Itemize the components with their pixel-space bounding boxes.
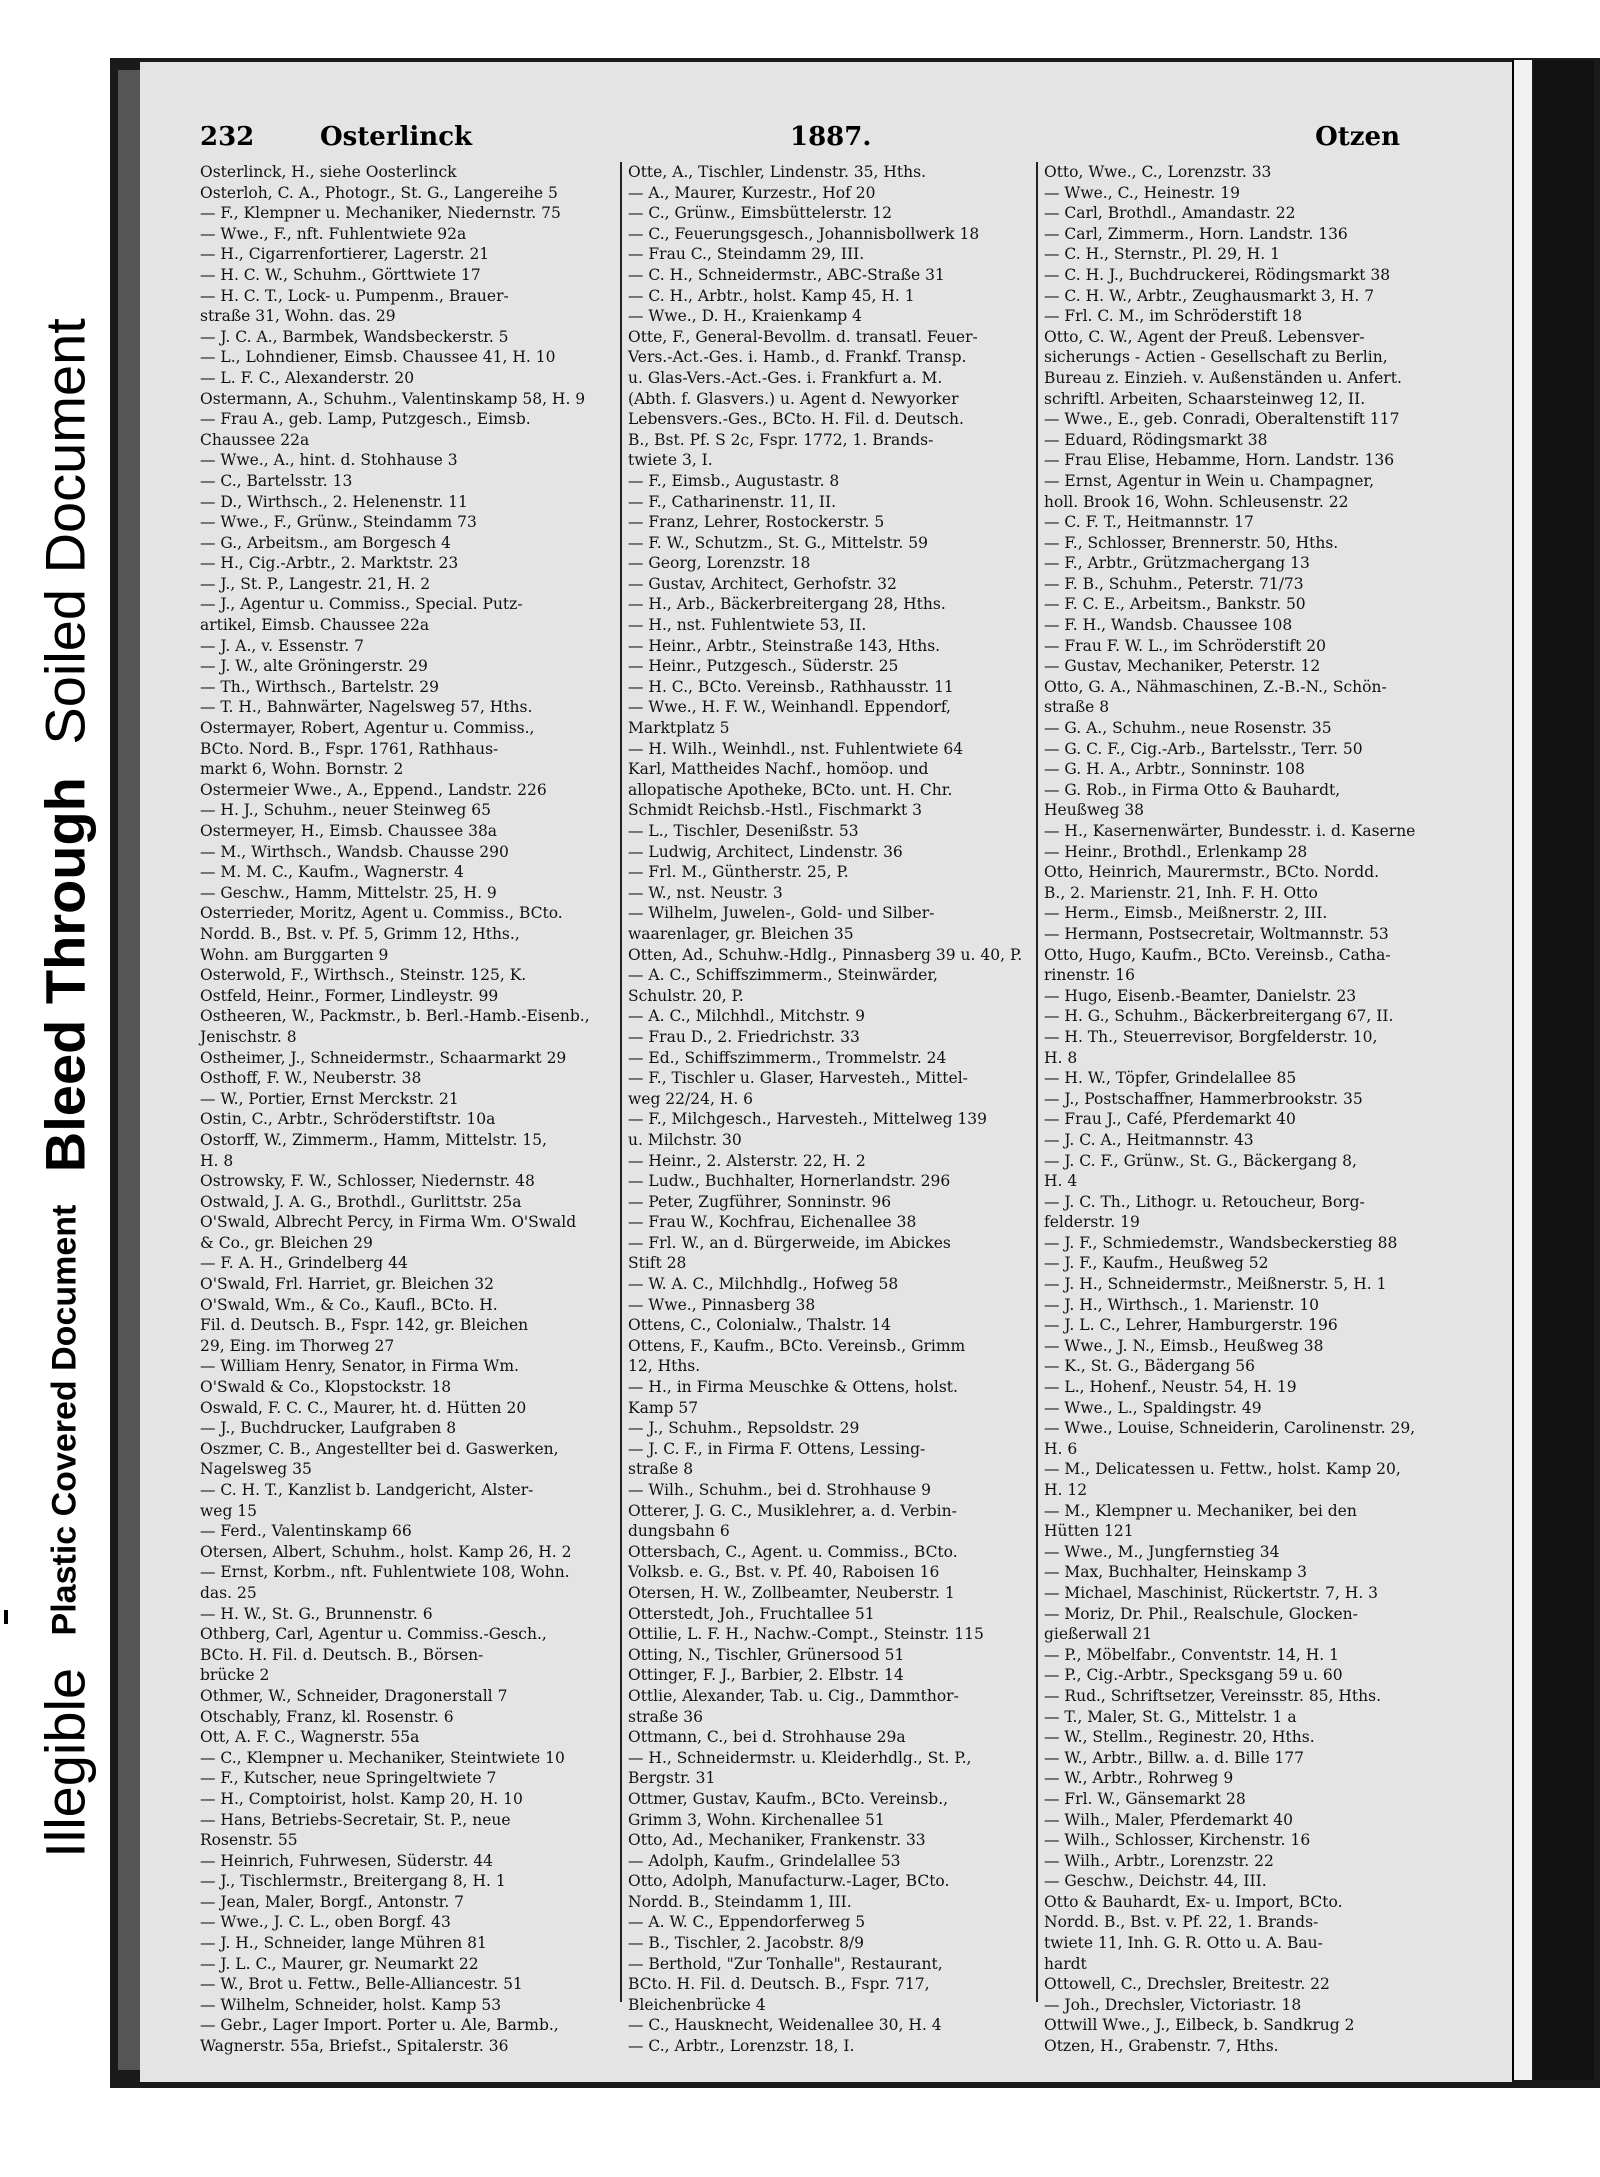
directory-line: — J. H., Wirthsch., 1. Marienstr. 10 — [1044, 1295, 1320, 1314]
directory-line: — Jean, Maler, Borgf., Antonstr. 7 — [200, 1892, 465, 1911]
directory-line: Nordd. B., Bst. v. Pf. 22, 1. Brands- — [1044, 1913, 1319, 1932]
directory-line: — Eduard, Rödingsmarkt 38 — [1044, 430, 1268, 449]
directory-line: Otto, G. A., Nähmaschinen, Z.-B.-N., Schön- — [1044, 677, 1387, 696]
directory-line: — F., Kutscher, neue Springeltwiete 7 — [200, 1769, 497, 1788]
directory-line: Ottowell, C., Drechsler, Breitestr. 22 — [1044, 1975, 1330, 1994]
directory-line: H. 12 — [1044, 1481, 1088, 1499]
directory-line: Otschably, Franz, kl. Rosenstr. 6 — [200, 1707, 454, 1726]
directory-line: — H. J., Schuhm., neuer Steinweg 65 — [200, 801, 491, 820]
directory-line: — A., Maurer, Kurzestr., Hof 20 — [628, 183, 876, 202]
directory-line: Ottilie, L. F. H., Nachw.-Compt., Steinstr. 115 — [628, 1625, 984, 1644]
directory-line: — J. C. Th., Lithogr. u. Retoucheur, Borg- — [1044, 1192, 1365, 1211]
directory-line: Grimm 3, Wohn. Kirchenallee 51 — [628, 1810, 885, 1829]
directory-line: — Carl, Zimmerm., Horn. Landstr. 136 — [1044, 224, 1348, 243]
directory-line: — Wwe., Louise, Schneiderin, Carolinenstr. 29, — [1044, 1419, 1416, 1438]
directory-line: — H. C. W., Schuhm., Görttwiete 17 — [200, 265, 481, 284]
directory-line: Bergstr. 31 — [628, 1769, 716, 1788]
directory-line: — C., Grünw., Eimsbüttelerstr. 12 — [628, 204, 892, 223]
directory-line: — Th., Wirthsch., Bartelstr. 29 — [200, 677, 440, 696]
label-soiled: Soiled Document — [33, 318, 97, 745]
directory-line: — Joh., Drechsler, Victoriastr. 18 — [1044, 1995, 1302, 2014]
directory-line: — T. H., Bahnwärter, Nagelsweg 57, Hths. — [200, 698, 533, 717]
directory-line: — Herm., Eimsb., Meißnerstr. 2, III. — [1044, 904, 1328, 923]
directory-line: — J. L. C., Lehrer, Hamburgerstr. 196 — [1044, 1316, 1338, 1335]
directory-line: Otting, N., Tischler, Grünersood 51 — [628, 1645, 905, 1664]
directory-line: — Ernst, Agentur in Wein u. Champagner, — [1044, 471, 1375, 490]
directory-line: — W., nst. Neustr. 3 — [628, 883, 783, 902]
directory-line: — Heinr., Putzgesch., Süderstr. 25 — [628, 657, 899, 676]
directory-line: — Wwe., F., nft. Fuhlentwiete 92a — [200, 224, 467, 243]
directory-line: — L., Lohndiener, Eimsb. Chaussee 41, H. 10 — [200, 348, 556, 367]
directory-line: — J. C. A., Heitmannstr. 43 — [1044, 1130, 1254, 1149]
column-1 — [200, 162, 608, 2056]
directory-line: — H., Comptoirist, holst. Kamp 20, H. 10 — [200, 1789, 523, 1808]
directory-line: gießerwall 21 — [1044, 1625, 1153, 1644]
directory-line: — C., Feuerungsgesch., Johannisbollwerk 18 — [628, 224, 980, 243]
directory-line: Otto, Heinrich, Maurermstr., BCto. Nordd. — [1044, 863, 1380, 882]
directory-line: — J., Agentur u. Commiss., Special. Putz- — [200, 595, 523, 614]
page-number: 232 — [200, 122, 255, 152]
directory-line: — H., in Firma Meuschke & Ottens, holst. — [628, 1378, 958, 1397]
page-header — [200, 122, 1470, 162]
directory-line: — P., Cig.-Arbtr., Specksgang 59 u. 60 — [1044, 1666, 1343, 1685]
directory-line: — Wilhelm, Schneider, holst. Kamp 53 — [200, 1995, 502, 2014]
column-3 — [1036, 162, 1450, 2056]
directory-line: Ostermayer, Robert, Agentur u. Commiss., — [200, 719, 535, 738]
directory-line: — Heinrich, Fuhrwesen, Süderstr. 44 — [200, 1851, 494, 1870]
directory-line: — Hans, Betriebs-Secretair, St. P., neue — [200, 1810, 511, 1829]
directory-line: H. 4 — [1044, 1172, 1078, 1191]
directory-line: dungsbahn 6 — [628, 1522, 730, 1541]
directory-line: — Frau F. W. L., im Schröderstift 20 — [1044, 636, 1326, 655]
directory-line: Otte, F., General-Bevollm. d. transatl. Feuer- — [628, 327, 978, 346]
directory-line: — M. M. C., Kaufm., Wagnerstr. 4 — [200, 863, 464, 882]
directory-line: — C., Klempner u. Mechaniker, Steintwiete 10 — [200, 1748, 565, 1767]
directory-line: markt 6, Wohn. Bornstr. 2 — [200, 760, 404, 779]
directory-line: straße 8 — [1044, 698, 1110, 717]
directory-line: — G. H. A., Arbtr., Sonninstr. 108 — [1044, 760, 1305, 779]
directory-line: straße 36 — [628, 1707, 704, 1726]
directory-line: Osterrieder, Moritz, Agent u. Commiss., BCto. — [200, 904, 563, 923]
directory-line: — F. A. H., Grindelberg 44 — [200, 1254, 408, 1273]
directory-line: — J., Schuhm., Repsoldstr. 29 — [628, 1419, 860, 1438]
directory-line: Bleichenbrücke 4 — [628, 1995, 766, 2014]
directory-line: u. Milchstr. 30 — [628, 1130, 742, 1149]
directory-line: — Berthold, "Zur Tonhalle", Restaurant, — [628, 1954, 943, 1973]
directory-line: Othmer, W., Schneider, Dragonerstall 7 — [200, 1686, 508, 1705]
directory-line: — F. H., Wandsb. Chaussee 108 — [1044, 616, 1293, 635]
directory-line: — J. H., Schneider, lange Mühren 81 — [200, 1934, 487, 1953]
directory-line: rinenstr. 16 — [1044, 966, 1135, 985]
directory-line: Volksb. e. G., Bst. v. Pf. 40, Raboisen 16 — [628, 1563, 940, 1582]
directory-line: — H., nst. Fuhlentwiete 53, II. — [628, 616, 867, 635]
directory-line: & Co., gr. Bleichen 29 — [200, 1233, 373, 1252]
directory-line: — G. A., Schuhm., neue Rosenstr. 35 — [1044, 719, 1332, 738]
directory-line: — Heinr., 2. Alsterstr. 22, H. 2 — [628, 1151, 866, 1170]
directory-line: Fil. d. Deutsch. B., Fspr. 142, gr. Bleichen — [200, 1316, 529, 1335]
directory-line: Marktplatz 5 — [628, 719, 730, 738]
directory-line: (Abth. f. Glasvers.) u. Agent d. Newyorker — [628, 389, 959, 408]
margin-tick-mark — [4, 1610, 8, 1624]
directory-line: — T., Maler, St. G., Mittelstr. 1 a — [1044, 1707, 1297, 1726]
directory-line: — F., Arbtr., Grützmachergang 13 — [1044, 554, 1310, 573]
directory-line: B., 2. Marienstr. 21, Inh. F. H. Otto — [1044, 883, 1318, 902]
directory-line: — Wwe., H. F. W., Weinhandl. Eppendorf, — [628, 698, 951, 717]
directory-line: — J. C. F., Grünw., St. G., Bäckergang 8, — [1044, 1151, 1357, 1170]
directory-line: holl. Brook 16, Wohn. Schleusenstr. 22 — [1044, 492, 1349, 511]
directory-line: Ostorff, W., Zimmerm., Hamm, Mittelstr. 15, — [200, 1130, 547, 1149]
directory-line: Otersen, Albert, Schuhm., holst. Kamp 26, H. 2 — [200, 1542, 572, 1561]
directory-line: — Geschw., Hamm, Mittelstr. 25, H. 9 — [200, 883, 497, 902]
directory-line: — W., Brot u. Fettw., Belle-Alliancestr. 51 — [200, 1975, 523, 1994]
directory-line: — C. H., Schneidermstr., ABC-Straße 31 — [628, 265, 945, 284]
directory-line: — J. W., alte Gröningerstr. 29 — [200, 657, 428, 676]
directory-line: Jenischstr. 8 — [200, 1027, 297, 1046]
directory-line: Bureau z. Einzieh. v. Außenständen u. Anfert. — [1044, 368, 1402, 387]
directory-line: Kamp 57 — [628, 1398, 699, 1417]
directory-line: H. 8 — [200, 1151, 234, 1170]
directory-line: — Gustav, Architect, Gerhofstr. 32 — [628, 574, 897, 593]
directory-page — [140, 62, 1512, 2082]
directory-line: — Wilh., Schuhm., bei d. Strohhause 9 — [628, 1481, 931, 1499]
directory-line: allopatische Apotheke, BCto. unt. H. Chr. — [628, 780, 953, 799]
directory-line: — J. H., Schneidermstr., Meißnerstr. 5, H. 1 — [1044, 1275, 1387, 1294]
directory-line: — A. W. C., Eppendorferweg 5 — [628, 1913, 866, 1932]
directory-line: — H. W., Töpfer, Grindelallee 85 — [1044, 1069, 1297, 1088]
directory-line: — Frau A., geb. Lamp, Putzgesch., Eimsb. — [200, 410, 531, 429]
directory-line: Karl, Mattheides Nachf., homöop. und — [628, 760, 929, 779]
directory-line: — F. C. E., Arbeitsm., Bankstr. 50 — [1044, 595, 1306, 614]
directory-line: Ostheeren, W., Packmstr., b. Berl.-Hamb.-Eisenb., — [200, 1007, 590, 1026]
directory-line: Ottlie, Alexander, Tab. u. Cig., Dammthor- — [628, 1686, 959, 1705]
directory-line: Heußweg 38 — [1044, 801, 1145, 820]
directory-line: — Wwe., Pinnasberg 38 — [628, 1295, 816, 1314]
directory-line: straße 8 — [628, 1460, 694, 1479]
directory-line: BCto. Nord. B., Fspr. 1761, Rathhaus- — [200, 739, 499, 758]
directory-line: Otto, Hugo, Kaufm., BCto. Vereinsb., Catha- — [1044, 945, 1391, 964]
directory-line: — F. B., Schuhm., Peterstr. 71/73 — [1044, 574, 1304, 593]
directory-line: — F., Eimsb., Augustastr. 8 — [628, 471, 840, 490]
directory-line: — H., Arb., Bäckerbreitergang 28, Hths. — [628, 595, 946, 614]
directory-line: Oszmer, C. B., Angestellter bei d. Gaswerken, — [200, 1439, 559, 1458]
directory-line: — W., Arbtr., Rohrweg 9 — [1044, 1769, 1234, 1788]
directory-line: — Frl. W., an d. Bürgerweide, im Abickes — [628, 1233, 951, 1252]
directory-line: — Ludw., Buchhalter, Hornerlandstr. 296 — [628, 1172, 951, 1191]
directory-line: — G., Arbeitsm., am Borgesch 4 — [200, 533, 451, 552]
right-running-head: Otzen — [1315, 122, 1400, 152]
directory-line: Ostrowsky, F. W., Schlosser, Niedernstr. 48 — [200, 1172, 535, 1191]
page-spine-shadow — [118, 70, 142, 2070]
label-bleed-through: Bleed Through — [33, 777, 97, 1173]
directory-line: Otto & Bauhardt, Ex- u. Import, BCto. — [1044, 1892, 1343, 1911]
directory-line: — Wwe., F., Grünw., Steindamm 73 — [200, 513, 477, 532]
directory-line: — Frl. C. M., im Schröderstift 18 — [1044, 307, 1303, 326]
directory-line: Schmidt Reichsb.-Hstl., Fischmarkt 3 — [628, 801, 923, 820]
directory-line: Osterloh, C. A., Photogr., St. G., Langereihe 5 — [200, 183, 558, 202]
directory-line: — Frau C., Steindamm 29, III. — [628, 245, 865, 264]
directory-line: weg 22/24, H. 6 — [628, 1089, 754, 1108]
directory-line: Wohn. am Burggarten 9 — [200, 945, 389, 964]
directory-line: artikel, Eimsb. Chaussee 22a — [200, 616, 430, 635]
directory-line: O'Swald & Co., Klopstockstr. 18 — [200, 1378, 452, 1397]
directory-line: — Wwe., C., Heinestr. 19 — [1044, 183, 1240, 202]
directory-line: Ottmer, Gustav, Kaufm., BCto. Vereinsb., — [628, 1789, 949, 1808]
directory-line: 29, Eing. im Thorweg 27 — [200, 1336, 395, 1355]
directory-line: felderstr. 19 — [1044, 1213, 1140, 1232]
directory-line: B., Bst. Pf. S 2c, Fspr. 1772, 1. Brands- — [628, 430, 934, 449]
directory-line: Otte, A., Tischler, Lindenstr. 35, Hths. — [628, 163, 927, 181]
directory-line: twiete 11, Inh. G. R. Otto u. A. Bau- — [1044, 1934, 1323, 1953]
directory-line: — J. A., v. Essenstr. 7 — [200, 636, 365, 655]
directory-line: Ott, A. F. C., Wagnerstr. 55a — [200, 1728, 420, 1747]
directory-line: das. 25 — [200, 1583, 257, 1602]
directory-line: — L., Tischler, Desenißstr. 53 — [628, 822, 859, 840]
directory-line: — Wilh., Schlosser, Kirchenstr. 16 — [1044, 1831, 1311, 1850]
directory-line: — H. Wilh., Weinhdl., nst. Fuhlentwiete 64 — [628, 739, 964, 758]
directory-line: schriftl. Arbeiten, Schaarsteinweg 12, II. — [1044, 389, 1366, 408]
directory-line: — J., St. P., Langestr. 21, H. 2 — [200, 574, 431, 593]
directory-line: Ostin, C., Arbtr., Schröderstiftstr. 10a — [200, 1110, 496, 1129]
directory-line: — H. W., St. G., Brunnenstr. 6 — [200, 1604, 433, 1623]
directory-line: Ostermann, A., Schuhm., Valentinskamp 58, H. 9 — [200, 389, 586, 408]
directory-line: — H. G., Schuhm., Bäckerbreitergang 67, II. — [1044, 1007, 1394, 1026]
directory-line: — M., Delicatessen u. Fettw., holst. Kamp 20, — [1044, 1460, 1401, 1479]
directory-line: Ottmann, C., bei d. Strohhause 29a — [628, 1728, 906, 1747]
directory-line: — J., Postschaffner, Hammerbrookstr. 35 — [1044, 1089, 1363, 1108]
directory-line: BCto. H. Fil. d. Deutsch. B., Fspr. 717, — [628, 1975, 930, 1994]
directory-line: — F., Schlosser, Brennerstr. 50, Hths. — [1044, 533, 1339, 552]
directory-line: Nordd. B., Steindamm 1, III. — [628, 1892, 852, 1911]
directory-line: — J., Buchdrucker, Laufgraben 8 — [200, 1419, 457, 1438]
directory-line: — Frau W., Kochfrau, Eichenallee 38 — [628, 1213, 917, 1232]
directory-line: Ottersbach, C., Agent. u. Commiss., BCto. — [628, 1542, 958, 1561]
directory-line: — H. Th., Steuerrevisor, Borgfelderstr. 10, — [1044, 1027, 1378, 1046]
directory-line: — Michael, Maschinist, Rückertstr. 7, H. 3 — [1044, 1583, 1379, 1602]
directory-line: — A. C., Milchhdl., Mitchstr. 9 — [628, 1007, 865, 1026]
directory-line: Otto, Adolph, Manufacturw.-Lager, BCto. — [628, 1872, 950, 1891]
directory-line: — Ernst, Korbm., nft. Fuhlentwiete 108, Wohn. — [200, 1563, 570, 1582]
directory-line: — Frl. M., Güntherstr. 25, P. — [628, 863, 849, 882]
directory-line: — D., Wirthsch., 2. Helenenstr. 11 — [200, 492, 468, 511]
directory-line: Ottens, F., Kaufm., BCto. Vereinsb., Grimm — [628, 1336, 966, 1355]
directory-line: — H. C. T., Lock- u. Pumpenm., Brauer- — [200, 286, 509, 305]
directory-line: — William Henry, Senator, in Firma Wm. — [200, 1357, 519, 1376]
directory-line: Hütten 121 — [1044, 1522, 1134, 1541]
directory-line: — W., Arbtr., Billw. a. d. Bille 177 — [1044, 1748, 1305, 1767]
directory-line: — Carl, Brothdl., Amandastr. 22 — [1044, 204, 1296, 223]
directory-line: O'Swald, Wm., & Co., Kaufl., BCto. H. — [200, 1295, 498, 1314]
directory-line: — C. H. J., Buchdruckerei, Rödingsmarkt 38 — [1044, 265, 1391, 284]
directory-line: — Wilhelm, Juwelen-, Gold- und Silber- — [628, 904, 935, 923]
directory-line: — Wwe., J. N., Eimsb., Heußweg 38 — [1044, 1336, 1324, 1355]
column-2 — [620, 162, 1030, 2056]
directory-line: Otto, Wwe., C., Lorenzstr. 33 — [1044, 163, 1272, 181]
directory-line: 12, Hths. — [628, 1357, 701, 1376]
directory-line: — Wwe., A., hint. d. Stohhause 3 — [200, 451, 458, 470]
directory-line: Oswald, F. C. C., Maurer, ht. d. Hütten 20 — [200, 1398, 527, 1417]
directory-line: — G. C. F., Cig.-Arb., Bartelsstr., Terr. 50 — [1044, 739, 1363, 758]
directory-line: — Wwe., E., geb. Conradi, Oberaltenstift 117 — [1044, 410, 1400, 429]
directory-line: — Adolph, Kaufm., Grindelallee 53 — [628, 1851, 901, 1870]
directory-line: Othberg, Carl, Agentur u. Commiss.-Gesch., — [200, 1625, 547, 1644]
directory-line: — Geschw., Deichstr. 44, III. — [1044, 1872, 1267, 1891]
directory-line: — W., Stellm., Reginestr. 20, Hths. — [1044, 1728, 1315, 1747]
directory-line: — B., Tischler, 2. Jacobstr. 8/9 — [628, 1934, 864, 1953]
directory-line: — W., Portier, Ernst Merckstr. 21 — [200, 1089, 459, 1108]
directory-line: — Wilh., Maler, Pferdemarkt 40 — [1044, 1810, 1294, 1829]
directory-line: — C. H., Sternstr., Pl. 29, H. 1 — [1044, 245, 1281, 264]
directory-line: Ostermeyer, H., Eimsb. Chaussee 38a — [200, 822, 498, 840]
directory-line: — F. W., Schutzm., St. G., Mittelstr. 59 — [628, 533, 928, 552]
directory-line: — K., St. G., Bädergang 56 — [1044, 1357, 1255, 1376]
directory-line: Nordd. B., Bst. v. Pf. 5, Grimm 12, Hths., — [200, 924, 520, 943]
directory-line: — W. A. C., Milchhdlg., Hofweg 58 — [628, 1275, 899, 1294]
directory-line: — Ferd., Valentinskamp 66 — [200, 1522, 412, 1541]
directory-line: — Frau Elise, Hebamme, Horn. Landstr. 136 — [1044, 451, 1395, 470]
directory-line: — C. F. T., Heitmannstr. 17 — [1044, 513, 1254, 532]
directory-line: — L., Hohenf., Neustr. 54, H. 19 — [1044, 1378, 1297, 1397]
directory-line: Otzen, H., Grabenstr. 7, Hths. — [1044, 2037, 1279, 2056]
directory-line: BCto. H. Fil. d. Deutsch. B., Börsen- — [200, 1645, 484, 1664]
directory-line: — M., Wirthsch., Wandsb. Chausse 290 — [200, 842, 509, 861]
directory-line: Osthoff, F. W., Neuberstr. 38 — [200, 1069, 422, 1088]
label-illegible: Illegible — [33, 1667, 97, 1858]
directory-line: — Hugo, Eisenb.-Beamter, Danielstr. 23 — [1044, 986, 1357, 1005]
directory-line: — Wwe., D. H., Kraienkamp 4 — [628, 307, 862, 326]
directory-line: — J. C. A., Barmbek, Wandsbeckerstr. 5 — [200, 327, 509, 346]
page-right-edge — [1512, 60, 1532, 2080]
directory-line: — Rud., Schriftsetzer, Vereinsstr. 85, Hths. — [1044, 1686, 1382, 1705]
directory-line: — J. C. F., in Firma F. Ottens, Lessing- — [628, 1439, 926, 1458]
directory-line: — M., Klempner u. Mechaniker, bei den — [1044, 1501, 1357, 1520]
directory-line: Osterwold, F., Wirthsch., Steinstr. 125, K. — [200, 966, 527, 985]
directory-line: Ottinger, F. J., Barbier, 2. Elbstr. 14 — [628, 1666, 904, 1685]
directory-line: Stift 28 — [628, 1254, 687, 1273]
directory-line: — Gustav, Mechaniker, Peterstr. 12 — [1044, 657, 1321, 676]
directory-line: — Max, Buchhalter, Heinskamp 3 — [1044, 1563, 1307, 1582]
directory-line: O'Swald, Frl. Harriet, gr. Bleichen 32 — [200, 1275, 495, 1294]
directory-line: Otersen, H. W., Zollbeamter, Neuberstr. 1 — [628, 1583, 955, 1602]
directory-line: — Ed., Schiffszimmerm., Trommelstr. 24 — [628, 1048, 947, 1067]
directory-line: — C. H., Arbtr., holst. Kamp 45, H. 1 — [628, 286, 915, 305]
page-content — [200, 122, 1470, 2056]
directory-line: — F., Tischler u. Glaser, Harvesteh., Mittel- — [628, 1069, 968, 1088]
directory-line: u. Glas-Vers.-Act.-Ges. i. Frankfurt a. M. — [628, 368, 943, 387]
directory-line: — H. C., BCto. Vereinsb., Rathhausstr. 11 — [628, 677, 954, 696]
directory-line: — F., Catharinenstr. 11, II. — [628, 492, 837, 511]
directory-line: — Georg, Lorenzstr. 18 — [628, 554, 811, 573]
directory-line: — P., Möbelfabr., Conventstr. 14, H. 1 — [1044, 1645, 1340, 1664]
directory-line: brücke 2 — [200, 1666, 270, 1685]
directory-line: — Peter, Zugführer, Sonninstr. 96 — [628, 1192, 892, 1211]
directory-line: — H., Cig.-Arbtr., 2. Marktstr. 23 — [200, 554, 459, 573]
directory-line: — F., Klempner u. Mechaniker, Niedernstr. 75 — [200, 204, 561, 223]
directory-line: — J. F., Kaufm., Heußweg 52 — [1044, 1254, 1269, 1273]
directory-line: — Wwe., J. C. L., oben Borgf. 43 — [200, 1913, 451, 1932]
directory-line: — Ludwig, Architect, Lindenstr. 36 — [628, 842, 903, 861]
directory-line: straße 31, Wohn. das. 29 — [200, 307, 396, 326]
directory-line: Ostwald, J. A. G., Brothdl., Gurlittstr. 25a — [200, 1192, 522, 1211]
year-heading: 1887. — [790, 122, 872, 152]
left-running-head: Osterlinck — [320, 122, 473, 152]
directory-line: Otten, Ad., Schuhw.-Hdlg., Pinnasberg 39 u. 40, P. — [628, 945, 1023, 964]
directory-line: — C., Hausknecht, Weidenallee 30, H. 4 — [628, 2016, 942, 2035]
directory-line: Otterstedt, Joh., Fruchtallee 51 — [628, 1604, 875, 1623]
directory-line: Wagnerstr. 55a, Briefst., Spitalerstr. 36 — [200, 2037, 509, 2056]
directory-line: — J. F., Schmiedemstr., Wandsbeckerstieg 88 — [1044, 1233, 1398, 1252]
directory-line: — Frl. W., Gänsemarkt 28 — [1044, 1789, 1246, 1808]
directory-line: — Frau D., 2. Friedrichstr. 33 — [628, 1027, 860, 1046]
directory-line: Chaussee 22a — [200, 430, 310, 449]
directory-line: weg 15 — [200, 1501, 258, 1520]
directory-line: — G. Rob., in Firma Otto & Bauhardt, — [1044, 780, 1341, 799]
directory-line: — F., Milchgesch., Harvesteh., Mittelweg 139 — [628, 1110, 987, 1129]
directory-line: Rosenstr. 55 — [200, 1831, 298, 1850]
directory-line: sicherungs - Actien - Gesellschaft zu Berlin, — [1044, 348, 1388, 367]
directory-line: Osterlinck, H., siehe Oosterlinck — [200, 163, 457, 181]
directory-line: — H., Kasernenwärter, Bundesstr. i. d. Kaserne — [1044, 822, 1416, 840]
directory-line: — Gebr., Lager Import. Porter u. Ale, Barmb., — [200, 2016, 559, 2035]
directory-line: twiete 3, I. — [628, 451, 713, 470]
directory-line: — Heinr., Arbtr., Steinstraße 143, Hths. — [628, 636, 941, 655]
directory-line: — Wilh., Arbtr., Lorenzstr. 22 — [1044, 1851, 1274, 1870]
directory-line: — Wwe., L., Spaldingstr. 49 — [1044, 1398, 1262, 1417]
directory-line: — J., Tischlermstr., Breitergang 8, H. 1 — [200, 1872, 506, 1891]
directory-line: Ottens, C., Colonialw., Thalstr. 14 — [628, 1316, 892, 1335]
directory-line: — Wwe., M., Jungfernstieg 34 — [1044, 1542, 1280, 1561]
directory-line: — Frau J., Café, Pferdemarkt 40 — [1044, 1110, 1296, 1129]
directory-line: Otterer, J. G. C., Musiklehrer, a. d. Verbin- — [628, 1501, 957, 1520]
directory-line: — Franz, Lehrer, Rostockerstr. 5 — [628, 513, 885, 532]
directory-line: — J. L. C., Maurer, gr. Neumarkt 22 — [200, 1954, 479, 1973]
directory-line: O'Swald, Albrecht Percy, in Firma Wm. O'Swald — [200, 1213, 577, 1232]
directory-line: — C., Bartelsstr. 13 — [200, 471, 353, 490]
directory-line: Otto, Ad., Mechaniker, Frankenstr. 33 — [628, 1831, 926, 1850]
directory-line: Ostheimer, J., Schneidermstr., Schaarmarkt 29 — [200, 1048, 567, 1067]
directory-line: — Moriz, Dr. Phil., Realschule, Glocken- — [1044, 1604, 1358, 1623]
directory-line: Otto, C. W., Agent der Preuß. Lebensver- — [1044, 327, 1365, 346]
label-plastic-covered: Plastic Covered Document — [45, 1204, 84, 1636]
directory-line: — L. F. C., Alexanderstr. 20 — [200, 368, 415, 387]
directory-line: — H., Cigarrenfortierer, Lagerstr. 21 — [200, 245, 490, 264]
directory-line: — C., Arbtr., Lorenzstr. 18, I. — [628, 2037, 855, 2056]
directory-line: Ostermeier Wwe., A., Eppend., Landstr. 226 — [200, 780, 547, 799]
scan-right-border — [1534, 60, 1594, 2080]
directory-line: hardt — [1044, 1954, 1087, 1973]
directory-line: — A. C., Schiffszimmerm., Steinwärder, — [628, 966, 938, 985]
side-label-text — [33, 304, 98, 1872]
directory-line: Ottwill Wwe., J., Eilbeck, b. Sandkrug 2 — [1044, 2016, 1355, 2035]
directory-line: Schulstr. 20, P. — [628, 986, 744, 1005]
directory-line: Vers.-Act.-Ges. i. Hamb., d. Frankf. Transp. — [628, 348, 967, 367]
directory-line: — C. H. T., Kanzlist b. Landgericht, Alster- — [200, 1481, 534, 1499]
directory-line: — C. H. W., Arbtr., Zeughausmarkt 3, H. 7 — [1044, 286, 1375, 305]
directory-line: — Heinr., Brothdl., Erlenkamp 28 — [1044, 842, 1308, 861]
directory-line: Lebensvers.-Ges., BCto. H. Fil. d. Deutsch. — [628, 410, 964, 429]
directory-line: H. 6 — [1044, 1439, 1078, 1458]
directory-line: Nagelsweg 35 — [200, 1460, 312, 1479]
directory-line: — Hermann, Postsecretair, Woltmannstr. 53 — [1044, 924, 1389, 943]
directory-line: H. 8 — [1044, 1048, 1078, 1067]
directory-line: — H., Schneidermstr. u. Kleiderhdlg., St. P., — [628, 1748, 972, 1767]
directory-line: Ostfeld, Heinr., Former, Lindleystr. 99 — [200, 986, 499, 1005]
directory-line: waarenlager, gr. Bleichen 35 — [628, 924, 854, 943]
